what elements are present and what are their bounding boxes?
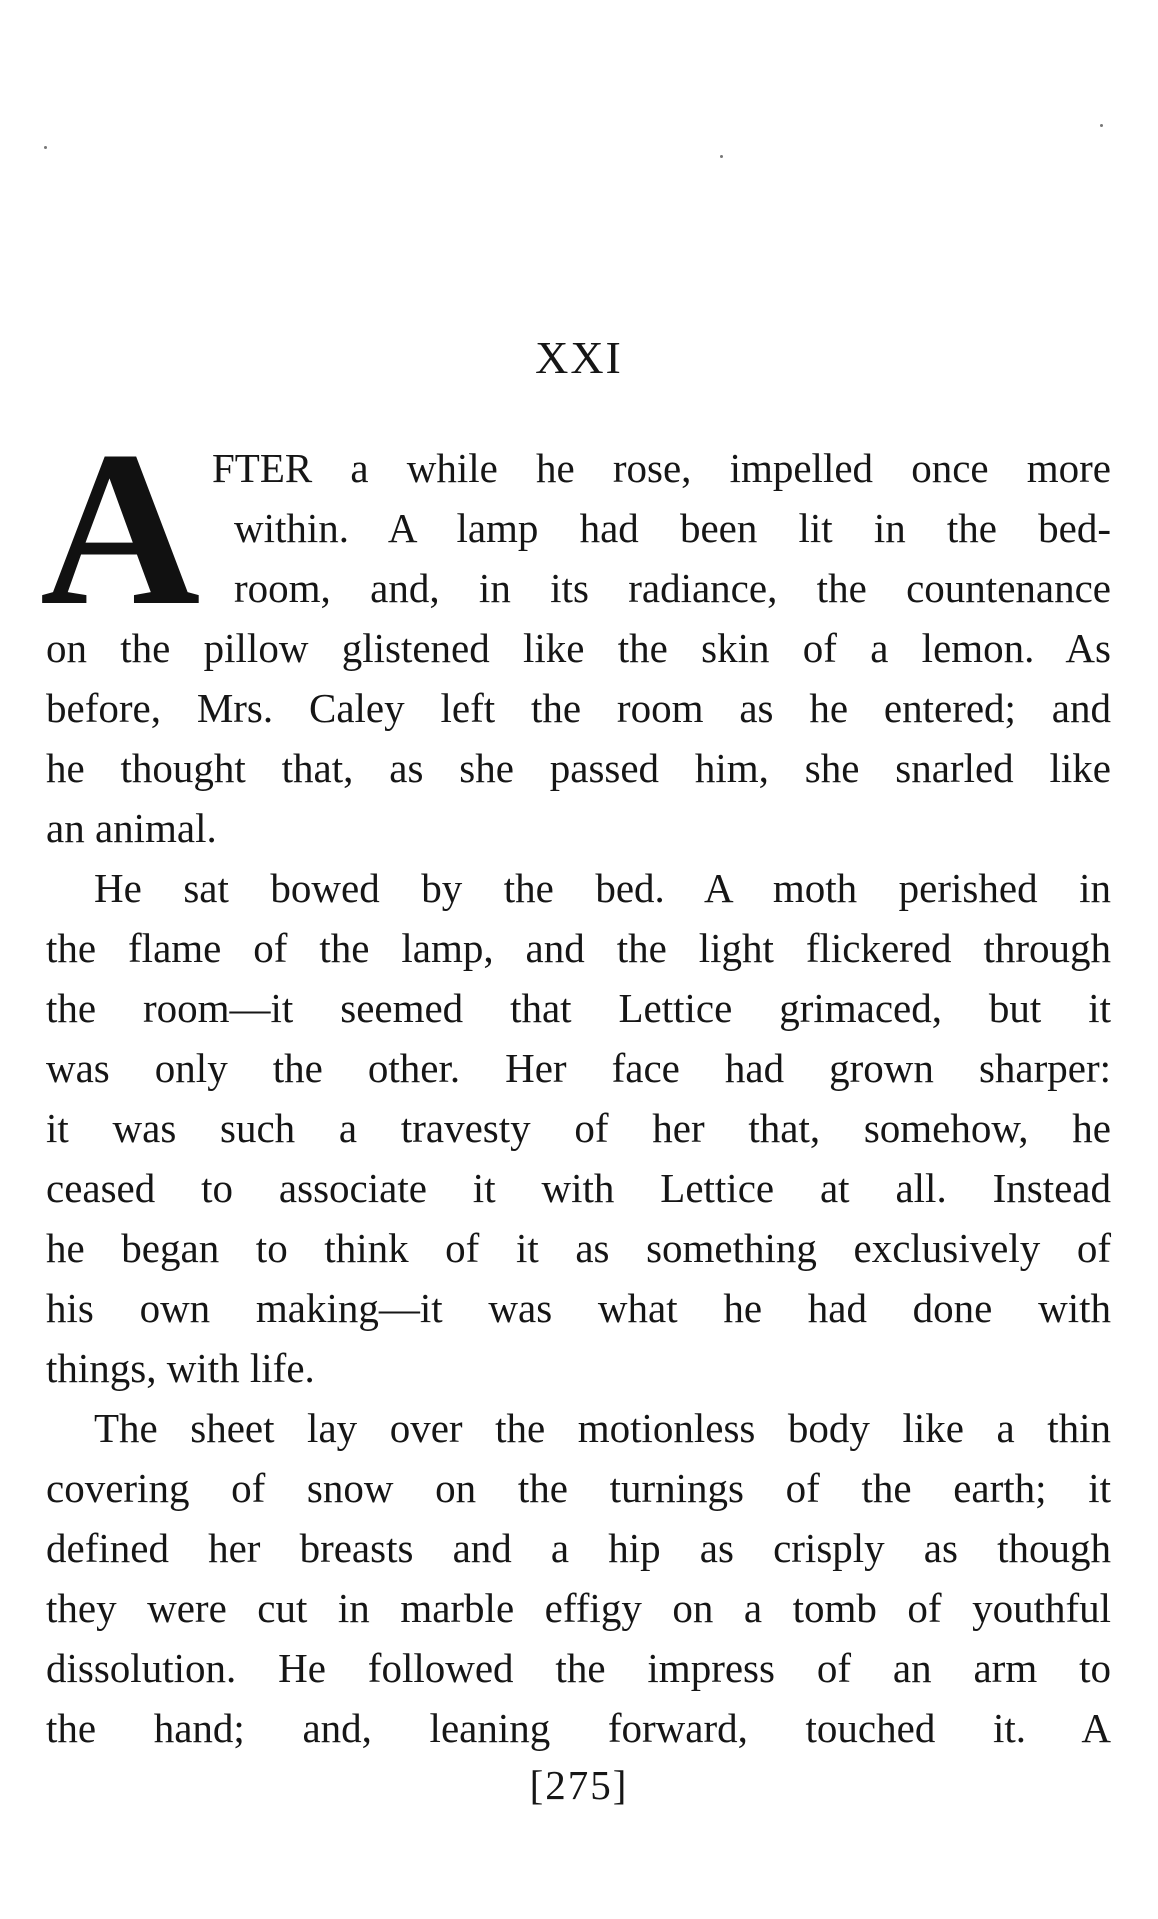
text-line: his own making—it was what he had done with	[46, 1285, 1111, 1331]
text-line: covering of snow on the turnings of the earth; it	[46, 1465, 1111, 1511]
text-line: an animal.	[46, 805, 217, 851]
text-line: He sat bowed by the bed. A moth perished in	[94, 865, 1111, 911]
text-line: the flame of the lamp, and the light flickered through	[46, 925, 1111, 971]
text-line: on the pillow glistened like the skin of a lemon. As	[46, 625, 1111, 671]
text-line: defined her breasts and a hip as crisply as though	[46, 1525, 1111, 1571]
text-line: dissolution. He followed the impress of an arm to	[46, 1645, 1111, 1691]
scan-speck	[1100, 124, 1103, 127]
text-line: The sheet lay over the motionless body like a thin	[94, 1405, 1111, 1451]
text-line: within. A lamp had been lit in the bed-	[234, 505, 1111, 551]
text-line: things, with life.	[46, 1345, 315, 1391]
scan-speck	[720, 155, 723, 158]
text-line: he began to think of it as something exclusively of	[46, 1225, 1111, 1271]
text-line: the hand; and, leaning forward, touched it. A	[46, 1705, 1111, 1751]
scan-speck	[44, 146, 47, 149]
text-line: ceased to associate it with Lettice at all. Instead	[46, 1165, 1111, 1211]
text-line: room, and, in its radiance, the countenance	[234, 565, 1111, 611]
text-line: FTER a while he rose, impelled once more	[212, 445, 1111, 491]
text-line: before, Mrs. Caley left the room as he entered; and	[46, 685, 1111, 731]
text-line: he thought that, as she passed him, she snarled like	[46, 745, 1111, 791]
text-line: the room—it seemed that Lettice grimaced, but it	[46, 985, 1111, 1031]
chapter-heading: XXI	[535, 332, 623, 383]
text-line: was only the other. Her face had grown sharper:	[46, 1045, 1111, 1091]
page-number: [275]	[529, 1762, 629, 1808]
text-line: they were cut in marble effigy on a tomb of youthful	[46, 1585, 1111, 1631]
text-line: it was such a travesty of her that, somehow, he	[46, 1105, 1111, 1151]
drop-cap: A	[40, 406, 201, 652]
